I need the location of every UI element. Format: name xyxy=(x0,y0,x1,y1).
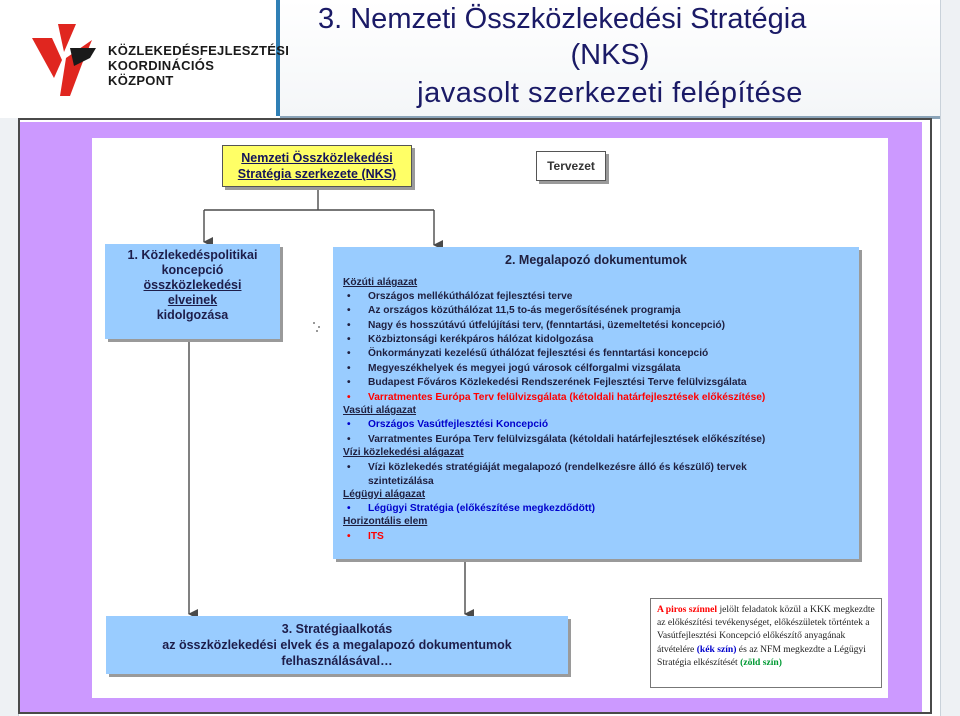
draft-label-box: Tervezet xyxy=(536,151,606,181)
list-item-label: Varratmentes Európa Terv felülvizsgálata (kétoldali határfejlesztések előkészítése) xyxy=(368,392,766,403)
list-item-label: Megyeszékhelyek és megyei jogú városok célforgalmi vizsgálata xyxy=(368,363,681,374)
list-item xyxy=(347,461,747,475)
list-item xyxy=(347,290,572,304)
rail-sector-heading: Vasúti alágazat xyxy=(343,405,417,416)
list-item-label: Önkormányzati kezelésű úthálózat fejlesztési és fenntartási koncepció xyxy=(368,348,709,359)
box2-title: 2. Megalapozó dokumentumok xyxy=(505,253,687,267)
list-item xyxy=(347,362,681,376)
horizontal-element-heading: Horizontális elem xyxy=(343,516,428,527)
logo-text-line-3: KÖZPONT xyxy=(108,73,174,88)
slide-title-line-3: javasolt szerkezeti felépítése xyxy=(417,77,803,109)
logo-text-line-1: KÖZLEKEDÉSFEJLESZTÉSI xyxy=(108,43,290,58)
bullet-icon: • xyxy=(347,434,351,445)
box3-line-3: felhasználásával… xyxy=(281,654,393,668)
note-blue-part: (kék szín) xyxy=(696,643,737,655)
note-text-2: és az NFM megkezdte a Légügyi Stratégia elkészítését xyxy=(657,643,866,668)
decorative-dot xyxy=(313,322,315,324)
list-item xyxy=(347,304,681,318)
list-item-label: szintetizálása xyxy=(368,476,434,487)
box3-line-1: 3. Stratégiaalkotás xyxy=(281,622,393,636)
list-item-label: Nagy és hosszútávú útfelújítási terv, (fenntartási, üzemeltetési koncepció) xyxy=(368,320,726,331)
note-text-1: jelölt feladatok közül a KKK megkezdte az előkészítési tevékenységet, előkészületek történtek a Vasútfejlesztési Koncepció előkészítő anyagának átvételére xyxy=(657,604,875,655)
bullet-icon: • xyxy=(347,503,351,514)
list-item-label: Az országos közúthálózat 11,5 to-ás megerősítésének programja xyxy=(368,305,681,316)
slide-title-line-1: 3. Nemzeti Összközlekedési Stratégia xyxy=(318,3,807,35)
water-sector-heading: Vízi közlekedési alágazat xyxy=(343,447,464,458)
strategy-creation-box xyxy=(106,616,568,674)
transport-policy-box xyxy=(105,244,280,339)
decorative-dot xyxy=(316,330,318,332)
box1-line-5: kidolgozása xyxy=(156,308,229,322)
box1-line-3: összközlekedési xyxy=(143,278,242,292)
list-item-highlighted-red xyxy=(347,530,384,544)
note-green-part: (zöld szín) xyxy=(740,656,782,668)
bullet-icon: • xyxy=(347,334,351,345)
box3-line-2: az összközlekedési elvek és a megalapozó dokumentumok xyxy=(162,638,512,652)
list-item-label: Országos Vasútfejlesztési Koncepció xyxy=(368,419,549,430)
bullet-icon: • xyxy=(347,348,351,359)
list-item-label: Budapest Főváros Közlekedési Rendszerének Fejlesztési Terve felülvizsgálata xyxy=(368,377,747,388)
box1-line-2: koncepció xyxy=(161,263,224,277)
decorative-dot xyxy=(318,326,320,328)
list-item-label: Légügyi Stratégia (előkészítése megkezdődött) xyxy=(368,503,596,514)
box1-line-1: 1. Közlekedéspolitikai xyxy=(127,248,258,262)
list-item xyxy=(347,347,708,361)
legend-note-box xyxy=(650,598,882,688)
bullet-icon: • xyxy=(347,305,351,316)
nks-box-line-2: Stratégia szerkezete (NKS) xyxy=(237,167,397,181)
foundation-documents-box xyxy=(333,247,859,559)
logo-text-line-2: KOORDINÁCIÓS xyxy=(108,58,215,73)
bullet-icon: • xyxy=(347,531,351,542)
box1-line-4: elveinek xyxy=(167,293,218,307)
bullet-icon: • xyxy=(347,462,351,473)
bullet-icon: • xyxy=(347,291,351,302)
bullet-icon: • xyxy=(347,377,351,388)
list-item-label: Vízi közlekedés stratégiáját megalapozó (rendelkezésre álló és készülő) tervek xyxy=(368,462,747,473)
list-item-highlighted-blue xyxy=(347,418,548,432)
bullet-icon: • xyxy=(347,392,351,403)
slide-title-line-2: (NKS) xyxy=(570,39,650,71)
air-sector-heading: Légügyi alágazat xyxy=(343,489,426,500)
nks-structure-box xyxy=(222,145,412,187)
bullet-icon: • xyxy=(347,419,351,430)
list-item-label: Közbiztonsági kerékpáros hálózat kidolgozása xyxy=(368,334,594,345)
list-item xyxy=(347,376,747,390)
list-item-label: Országos mellékúthálózat fejlesztési terve xyxy=(368,291,573,302)
road-sector-heading: Közúti alágazat xyxy=(343,277,418,288)
list-item-label: Varratmentes Európa Terv felülvizsgálata (kétoldali határfejlesztések előkészítése) xyxy=(368,434,766,445)
list-item-label: ITS xyxy=(368,531,384,542)
list-item xyxy=(347,333,593,347)
list-item xyxy=(347,319,725,333)
bullet-icon: • xyxy=(347,363,351,374)
nks-box-line-1: Nemzeti Összközlekedési xyxy=(241,151,393,165)
bullet-icon: • xyxy=(347,320,351,331)
note-red-part: A piros színnel xyxy=(657,604,718,615)
